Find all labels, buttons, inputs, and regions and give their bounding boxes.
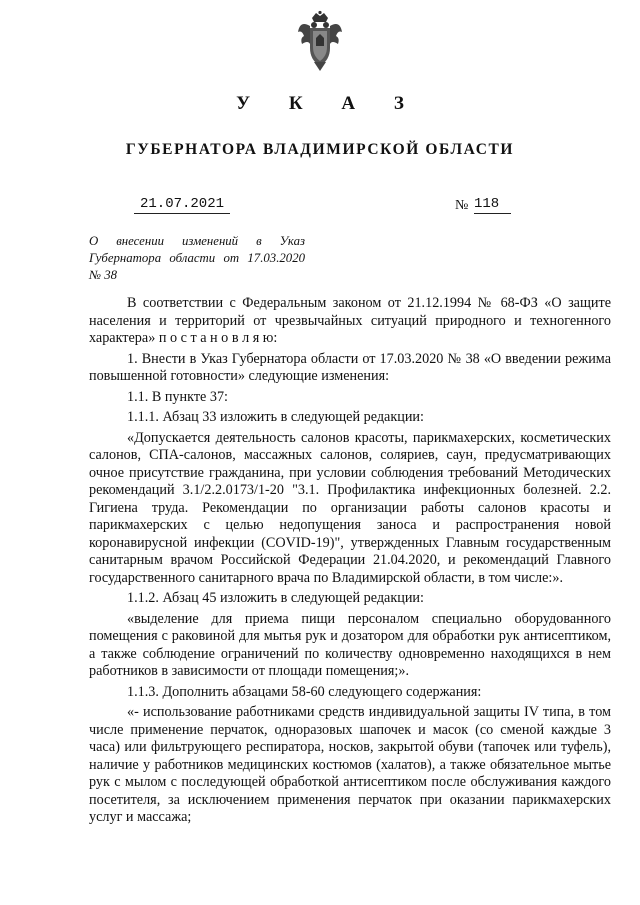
document-title: У К А З bbox=[236, 93, 421, 114]
number-label: № bbox=[455, 198, 469, 213]
quote-paragraph-33: «Допускается деятельность салонов красоты, парикмахерских, косметических салонов, СПА-салонов, массажных салонов, соляриев, саун, предусматривающих очное присутствие гражданина, при условии соблюдения требований Методических рекомендаций 3.1/2.2.0173/1-20 "3.1. Профилактика инфекционных болезней. 2.2. Гигиена труда. Рекомендации по организации работы салонов красоты и парикмахерских с целью недопущения заноса и распространения новой коронавирусной инфекции (COVID-19)", утвержденных Главным государственным санитарным врачом Российской Федерации 21.04.2020, и рекомендаций Главного государственного санитарного врача по Владимирской области, в том числе:». bbox=[89, 429, 611, 586]
document-number: 118 bbox=[474, 196, 511, 214]
paragraph-1-1: 1.1. В пункте 37: bbox=[127, 388, 228, 405]
subject-line: № 38 bbox=[89, 268, 118, 282]
paragraph-intro: В соответствии с Федеральным законом от 21.12.1994 № 68-ФЗ «О защите населения и территорий от чрезвычайных ситуаций природного и техногенного характера» п о с т а н о в л я ю: bbox=[89, 295, 611, 346]
document-body bbox=[89, 295, 611, 830]
coat-of-arms-icon bbox=[296, 10, 344, 72]
document-date: 21.07.2021 bbox=[134, 196, 230, 214]
issuer-title: ГУБЕРНАТОРА ВЛАДИМИРСКОЙ ОБЛАСТИ bbox=[125, 141, 515, 158]
subject-line: Губернатора области от 17.03.2020 bbox=[89, 251, 305, 265]
paragraph-1-1-2: 1.1.2. Абзац 45 изложить в следующей редакции: bbox=[127, 590, 424, 606]
subject-line: О внесении изменений в Указ bbox=[89, 234, 305, 248]
quote-paragraphs-58-60: «- использование работниками средств индивидуальной защиты IV типа, в том числе применение перчаток, одноразовых шапочек и масок (со сменой каждые 3 часа) или фильтрующего респиратора, носков, закрытой обуви (тапочек или туфель), наличие у работников медицинских костюмов (халатов), а также обязательное мытье рук с мылом с последующей обработкой антисептиком после обслуживания каждого посетителя, за исключением применения перчаток при оказании парикмахерских услуг и массажа; bbox=[89, 704, 611, 825]
paragraph-1: 1. Внести в Указ Губернатора области от 17.03.2020 № 38 «О введении режима повышенной готовности» следующие изменения: bbox=[89, 350, 611, 384]
quote-paragraph-45: «выделение для приема пищи персоналом специально оборудованного помещения с раковиной для мытья рук и дозатором для обработки рук антисептиком, а также соблюдение ограничений по количеству одновременно находящихся в нем работников в зависимости от площади помещения;». bbox=[89, 610, 611, 679]
paragraph-1-1-1: 1.1.1. Абзац 33 изложить в следующей редакции: bbox=[127, 409, 424, 425]
document-subject bbox=[89, 233, 305, 284]
paragraph-1-1-3: 1.1.3. Дополнить абзацами 58-60 следующего содержания: bbox=[127, 683, 482, 700]
